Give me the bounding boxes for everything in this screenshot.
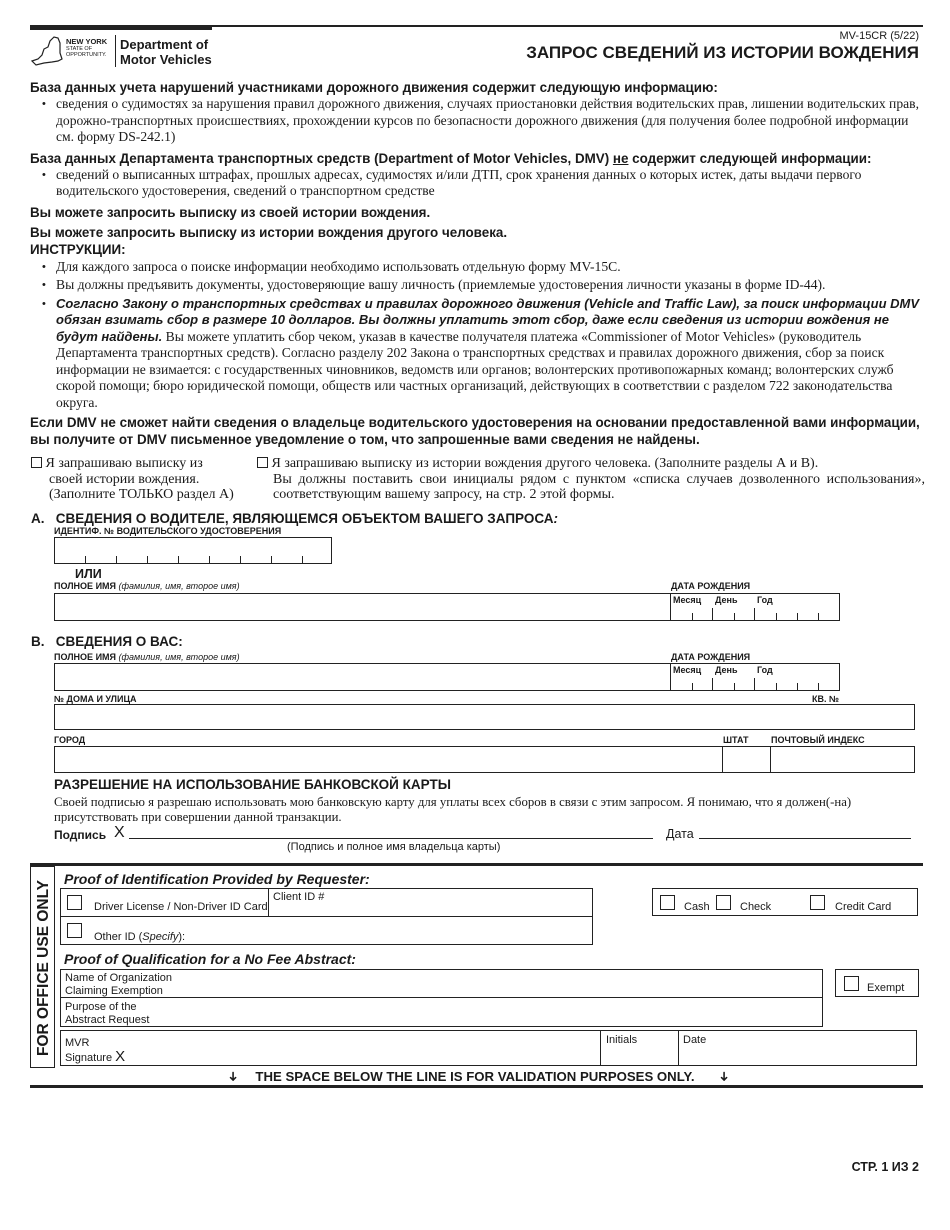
logo-divider xyxy=(115,35,116,67)
purpose-label: Purpose of the Abstract Request xyxy=(65,1001,150,1026)
a-fullname-label: ПОЛНОЕ ИМЯ (фамилия, имя, второе имя) xyxy=(54,581,240,591)
card-title: РАЗРЕШЕНИЕ НА ИСПОЛЬЗОВАНИЕ БАНКОВСКОЙ КАРТЫ xyxy=(54,777,451,792)
city-field[interactable] xyxy=(54,746,915,773)
mvr-signature-label: MVR Signature X xyxy=(65,1037,126,1065)
driver-license-checkbox[interactable] xyxy=(67,895,82,910)
driver-license-option[interactable] xyxy=(67,895,82,913)
logo-ny: NEW YORK xyxy=(66,37,108,46)
signature-label: Подпись xyxy=(54,828,107,842)
other-id-checkbox[interactable] xyxy=(67,923,82,938)
zip-label: ПОЧТОВЫЙ ИНДЕКС xyxy=(771,735,865,745)
own-record-checkbox[interactable] xyxy=(31,457,42,468)
instruction-2: • Вы должны предъявить документы, удостоверяющие вашу личность (приемлемые удостоверения личности указаны в форме ID-44). xyxy=(30,277,925,294)
header-logo-bar xyxy=(30,25,212,30)
logo-dept-line2: Motor Vehicles xyxy=(120,52,212,67)
mvr-date-label: Date xyxy=(683,1034,707,1046)
city-label: ГОРОД xyxy=(54,735,86,745)
state-field-divider xyxy=(722,747,723,772)
other-id-label: Other ID (Specify): xyxy=(94,931,186,943)
instruction-1: • Для каждого запроса о поиске информации необходимо использовать отдельную форму MV-15C. xyxy=(30,259,925,276)
signature-caption: (Подпись и полное имя владельца карты) xyxy=(287,841,501,853)
own-record-note: Вы можете запросить выписку из своей истории вождения. xyxy=(30,204,431,220)
proof-id-heading: Proof of Identification Provided by Requester: xyxy=(64,871,370,887)
not-contains-item: • сведений о выписанных штрафах, прошлых адресах, судимостях и/или ДТП, срок хранения данных о которых истек, даты выдачи первого водительского удостоверения, сведений о транспортном средстве xyxy=(30,167,925,200)
zip-field-divider xyxy=(770,747,771,772)
own-record-option[interactable]: Я запрашиваю выписку из своей истории вождения. (Заполните ТОЛЬКО раздел А) xyxy=(31,456,261,503)
or-label: ИЛИ xyxy=(75,567,102,581)
date-line[interactable] xyxy=(699,838,911,839)
contains-item: • сведения о судимостях за нарушения правил дорожного движения, случаях приостановки действия водительских прав, лишении водительских прав, дорожно-транспортных происшествиях, прохождении курсов по безопасности дорожного движения (для получения более подробной информации см. форму DS-242.1) xyxy=(30,96,925,146)
street-label: № ДОМА И УЛИЦА xyxy=(54,694,137,704)
driver-license-label: Driver License / Non-Driver ID Card xyxy=(94,901,268,913)
credit-card-checkbox[interactable] xyxy=(810,895,825,910)
apt-label: КВ. № xyxy=(812,694,840,704)
check-label: Check xyxy=(740,901,772,913)
credit-card-label: Credit Card xyxy=(835,901,892,913)
other-record-option[interactable]: Я запрашиваю выписку из истории вождения другого человека. (Заполните разделы А и В). Вы должны поставить свои инициалы рядом с пунктом «списка случаев дозволенного использования», соответствующим вашему запросу, на стр. 2 этой формы. xyxy=(257,456,925,503)
office-side-label: FOR OFFICE USE ONLY xyxy=(35,880,52,1056)
not-contains-heading: База данных Департамента транспортных средств (Department of Motor Vehicles, DMV) не содержит следующей информации: xyxy=(30,150,872,166)
no-fee-box xyxy=(60,969,823,1027)
other-id-option[interactable] xyxy=(67,923,82,941)
validation-note: THE SPACE BELOW THE LINE IS FOR VALIDATION PURPOSES ONLY. xyxy=(255,1069,695,1084)
ny-state-outline-icon xyxy=(30,35,64,67)
a-dob-label: ДАТА РОЖДЕНИЯ xyxy=(671,581,751,591)
not-found-note: Если DMV не сможет найти сведения о владельце водительского удостоверения на основании предоставленной вами информации, вы получите от DMV письменное уведомление о том, что запрошенные вами сведения не найдены. xyxy=(30,415,920,447)
exempt-box xyxy=(835,969,919,997)
other-record-checkbox[interactable] xyxy=(257,457,268,468)
arrow-down-icon: ➜ xyxy=(225,1071,241,1082)
office-top-rule xyxy=(30,863,923,866)
state-label: ШТАТ xyxy=(723,735,749,745)
validation-rule xyxy=(30,1085,923,1088)
organization-label: Name of Organization Claiming Exemption xyxy=(65,972,172,997)
street-field[interactable] xyxy=(54,704,915,730)
license-id-field[interactable] xyxy=(54,537,332,564)
payment-box xyxy=(652,888,918,916)
no-fee-heading: Proof of Qualification for a No Fee Abstract: xyxy=(64,951,356,967)
other-record-note: Вы можете запросить выписку из истории вождения другого человека. xyxy=(30,224,508,240)
intro-section xyxy=(30,79,925,448)
section-b-title: B. СВЕДЕНИЯ О ВАС: xyxy=(31,634,183,649)
logo-dept-line1: Department of xyxy=(120,37,209,52)
exempt-checkbox[interactable] xyxy=(844,976,859,991)
card-text: Своей подписью я разрешаю использовать мою банковскую карту для уплаты всех сборов в связи с этим запросом. Я понимаю, что я должен(-на) присутствовать при совершении данной транзакции. xyxy=(54,795,852,824)
form-number: MV-15CR (5/22) xyxy=(839,30,919,42)
client-id-label: Client ID # xyxy=(273,891,325,903)
instructions-heading: ИНСТРУКЦИИ: xyxy=(30,241,126,257)
logo-state: STATE OF xyxy=(66,46,93,52)
arrow-down-icon-right: ➜ xyxy=(716,1071,732,1082)
date-label: Дата xyxy=(666,827,694,841)
mvr-box xyxy=(60,1030,917,1066)
license-id-label: ИДЕНТИФ. № ВОДИТЕЛЬСКОГО УДОСТОВЕРЕНИЯ xyxy=(54,526,282,536)
section-a-title: A. СВЕДЕНИЯ О ВОДИТЕЛЕ, ЯВЛЯЮЩЕМСЯ ОБЪЕКТОМ ВАШЕГО ЗАПРОСА: xyxy=(31,511,559,526)
logo-opportunity: OPPORTUNITY. xyxy=(66,52,107,58)
b-fullname-label: ПОЛНОЕ ИМЯ (фамилия, имя, второе имя) xyxy=(54,652,240,662)
signature-line[interactable] xyxy=(129,838,653,839)
cash-label: Cash xyxy=(684,901,710,913)
proof-id-box xyxy=(60,888,593,945)
initials-label: Initials xyxy=(606,1034,638,1046)
b-dob-field[interactable]: Месяц День Год xyxy=(671,664,839,690)
office-side-panel xyxy=(30,866,55,1068)
nys-dmv-logo xyxy=(30,33,220,69)
page-title: ЗАПРОС СВЕДЕНИЙ ИЗ ИСТОРИИ ВОЖДЕНИЯ xyxy=(526,43,919,62)
exempt-label: Exempt xyxy=(867,982,905,994)
instruction-3: • Согласно Закону о транспортных средствах и правилах дорожного движения (Vehicle and Traffic Law), за поиск информации DMV обязан взимать сбор в размере 10 долларов. Вы должны уплатить этот сбор, даже если сведения из истории вождения не будут найдены. Вы можете уплатить сбор чеком, указав в качестве получателя платежа «Commissioner of Motor Vehicles» (руководитель Департамента транспортных средств). Согласно разделу 202 Закона о транспортных средствах и правилах дорожного движения, сбор за поиск информации не взимается: с государственных чиновников, ведомств или органов; волонтерских противопожарных команд; волонтерских служб скорой помощи; бюро юридической помощи, обществ или частных организаций, действующих в соответствии с разделом 722 законодательства округа. xyxy=(30,296,925,412)
a-dob-field[interactable]: Месяц День Год xyxy=(671,594,839,620)
page-number: СТР. 1 ИЗ 2 xyxy=(851,1160,919,1174)
cash-checkbox[interactable] xyxy=(660,895,675,910)
contains-heading: База данных учета нарушений участниками дорожного движения содержит следующую информацию: xyxy=(30,80,718,95)
check-checkbox[interactable] xyxy=(716,895,731,910)
b-dob-label: ДАТА РОЖДЕНИЯ xyxy=(671,652,751,662)
signature-x-mark: X xyxy=(114,824,125,841)
